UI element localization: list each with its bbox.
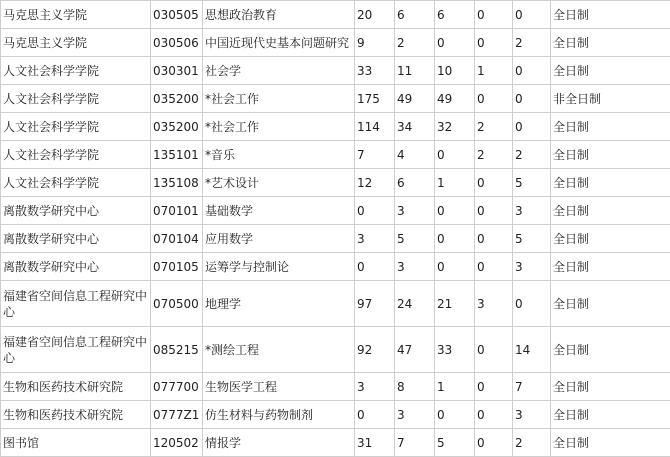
study-mode-cell: 全日制 (551, 281, 670, 327)
count-cell-3: 49 (435, 85, 475, 113)
count-cell-3: 10 (435, 57, 475, 85)
table-row (1, 373, 670, 401)
study-mode-cell: 全日制 (551, 327, 670, 373)
study-mode-cell: 全日制 (551, 57, 670, 85)
count-cell-1: 12 (355, 169, 395, 197)
count-cell-5: 2 (513, 141, 551, 169)
count-cell-5: 7 (513, 373, 551, 401)
count-cell-2: 11 (395, 57, 435, 85)
count-cell-2: 24 (395, 281, 435, 327)
count-cell-4: 0 (475, 373, 513, 401)
count-cell-1: 175 (355, 85, 395, 113)
count-cell-3: 0 (435, 197, 475, 225)
count-cell-5: 0 (513, 85, 551, 113)
table-row (1, 327, 670, 373)
count-cell-3: 0 (435, 141, 475, 169)
code-cell: 070101 (151, 197, 203, 225)
major-cell: *测绘工程 (203, 327, 355, 373)
major-cell: 基础数学 (203, 197, 355, 225)
table-row (1, 401, 670, 429)
count-cell-5: 5 (513, 225, 551, 253)
table-row (1, 225, 670, 253)
count-cell-3: 21 (435, 281, 475, 327)
study-mode-cell: 全日制 (551, 169, 670, 197)
study-mode-cell: 全日制 (551, 225, 670, 253)
major-cell: 运筹学与控制论 (203, 253, 355, 281)
code-cell: 120502 (151, 429, 203, 457)
count-cell-1: 33 (355, 57, 395, 85)
major-cell: 中国近现代史基本问题研究 (203, 29, 355, 57)
table-row (1, 1, 670, 29)
count-cell-2: 8 (395, 373, 435, 401)
table-row (1, 253, 670, 281)
college-cell: 离散数学研究中心 (1, 253, 151, 281)
college-cell: 离散数学研究中心 (1, 197, 151, 225)
count-cell-1: 0 (355, 253, 395, 281)
code-cell: 077700 (151, 373, 203, 401)
major-cell: *音乐 (203, 141, 355, 169)
count-cell-1: 3 (355, 225, 395, 253)
count-cell-3: 6 (435, 1, 475, 29)
count-cell-5: 14 (513, 327, 551, 373)
major-cell: *社会工作 (203, 85, 355, 113)
code-cell: 030505 (151, 1, 203, 29)
table-row (1, 85, 670, 113)
major-cell: 地理学 (203, 281, 355, 327)
table-row (1, 429, 670, 457)
code-cell: 030301 (151, 57, 203, 85)
count-cell-3: 0 (435, 29, 475, 57)
major-cell: *社会工作 (203, 113, 355, 141)
college-cell: 离散数学研究中心 (1, 225, 151, 253)
code-cell: 070105 (151, 253, 203, 281)
count-cell-1: 114 (355, 113, 395, 141)
count-cell-2: 3 (395, 197, 435, 225)
table-row (1, 197, 670, 225)
table-row (1, 113, 670, 141)
study-mode-cell: 全日制 (551, 113, 670, 141)
count-cell-4: 0 (475, 327, 513, 373)
major-cell: 思想政治教育 (203, 1, 355, 29)
count-cell-2: 6 (395, 169, 435, 197)
count-cell-4: 0 (475, 401, 513, 429)
count-cell-4: 0 (475, 1, 513, 29)
count-cell-2: 3 (395, 401, 435, 429)
count-cell-4: 0 (475, 85, 513, 113)
count-cell-2: 4 (395, 141, 435, 169)
count-cell-5: 0 (513, 57, 551, 85)
major-cell: *艺术设计 (203, 169, 355, 197)
count-cell-3: 1 (435, 373, 475, 401)
college-cell: 人文社会科学学院 (1, 113, 151, 141)
count-cell-4: 0 (475, 197, 513, 225)
count-cell-2: 7 (395, 429, 435, 457)
table-row (1, 281, 670, 327)
code-cell: 030506 (151, 29, 203, 57)
major-cell: 仿生材料与药物制剂 (203, 401, 355, 429)
count-cell-1: 20 (355, 1, 395, 29)
college-cell: 人文社会科学学院 (1, 141, 151, 169)
code-cell: 070500 (151, 281, 203, 327)
study-mode-cell: 全日制 (551, 197, 670, 225)
count-cell-1: 31 (355, 429, 395, 457)
code-cell: 070104 (151, 225, 203, 253)
college-cell: 人文社会科学学院 (1, 57, 151, 85)
count-cell-5: 2 (513, 29, 551, 57)
study-mode-cell: 全日制 (551, 1, 670, 29)
count-cell-4: 3 (475, 281, 513, 327)
count-cell-4: 0 (475, 429, 513, 457)
college-cell: 人文社会科学学院 (1, 85, 151, 113)
count-cell-5: 3 (513, 197, 551, 225)
study-mode-cell: 全日制 (551, 29, 670, 57)
count-cell-3: 0 (435, 225, 475, 253)
count-cell-1: 97 (355, 281, 395, 327)
count-cell-2: 49 (395, 85, 435, 113)
count-cell-5: 5 (513, 169, 551, 197)
count-cell-3: 32 (435, 113, 475, 141)
college-cell: 马克思主义学院 (1, 1, 151, 29)
count-cell-3: 33 (435, 327, 475, 373)
study-mode-cell: 全日制 (551, 253, 670, 281)
count-cell-1: 9 (355, 29, 395, 57)
count-cell-4: 2 (475, 113, 513, 141)
major-cell: 应用数学 (203, 225, 355, 253)
count-cell-3: 1 (435, 169, 475, 197)
code-cell: 135101 (151, 141, 203, 169)
major-cell: 社会学 (203, 57, 355, 85)
study-mode-cell: 全日制 (551, 401, 670, 429)
count-cell-4: 1 (475, 57, 513, 85)
count-cell-4: 2 (475, 141, 513, 169)
count-cell-1: 92 (355, 327, 395, 373)
count-cell-4: 0 (475, 29, 513, 57)
college-cell: 马克思主义学院 (1, 29, 151, 57)
count-cell-1: 0 (355, 401, 395, 429)
count-cell-4: 0 (475, 169, 513, 197)
count-cell-2: 6 (395, 1, 435, 29)
count-cell-2: 2 (395, 29, 435, 57)
major-cell: 情报学 (203, 429, 355, 457)
code-cell: 0777Z1 (151, 401, 203, 429)
count-cell-2: 34 (395, 113, 435, 141)
count-cell-5: 0 (513, 1, 551, 29)
table-row (1, 29, 670, 57)
count-cell-3: 0 (435, 253, 475, 281)
count-cell-2: 5 (395, 225, 435, 253)
code-cell: 035200 (151, 85, 203, 113)
count-cell-1: 3 (355, 373, 395, 401)
table-row (1, 57, 670, 85)
study-mode-cell: 全日制 (551, 429, 670, 457)
count-cell-3: 5 (435, 429, 475, 457)
study-mode-cell: 全日制 (551, 141, 670, 169)
count-cell-4: 0 (475, 253, 513, 281)
count-cell-1: 0 (355, 197, 395, 225)
count-cell-5: 3 (513, 401, 551, 429)
college-cell: 福建省空间信息工程研究中心 (1, 281, 151, 327)
count-cell-5: 0 (513, 281, 551, 327)
code-cell: 035200 (151, 113, 203, 141)
college-cell: 图书馆 (1, 429, 151, 457)
study-mode-cell: 全日制 (551, 373, 670, 401)
table-row (1, 169, 670, 197)
count-cell-2: 47 (395, 327, 435, 373)
study-mode-cell: 非全日制 (551, 85, 670, 113)
count-cell-5: 0 (513, 113, 551, 141)
count-cell-5: 3 (513, 253, 551, 281)
college-cell: 生物和医药技术研究院 (1, 373, 151, 401)
table-row (1, 141, 670, 169)
college-cell: 福建省空间信息工程研究中心 (1, 327, 151, 373)
college-cell: 人文社会科学学院 (1, 169, 151, 197)
college-cell: 生物和医药技术研究院 (1, 401, 151, 429)
code-cell: 085215 (151, 327, 203, 373)
count-cell-3: 0 (435, 401, 475, 429)
code-cell: 135108 (151, 169, 203, 197)
count-cell-2: 3 (395, 253, 435, 281)
count-cell-1: 7 (355, 141, 395, 169)
major-cell: 生物医学工程 (203, 373, 355, 401)
count-cell-4: 0 (475, 225, 513, 253)
count-cell-5: 2 (513, 429, 551, 457)
